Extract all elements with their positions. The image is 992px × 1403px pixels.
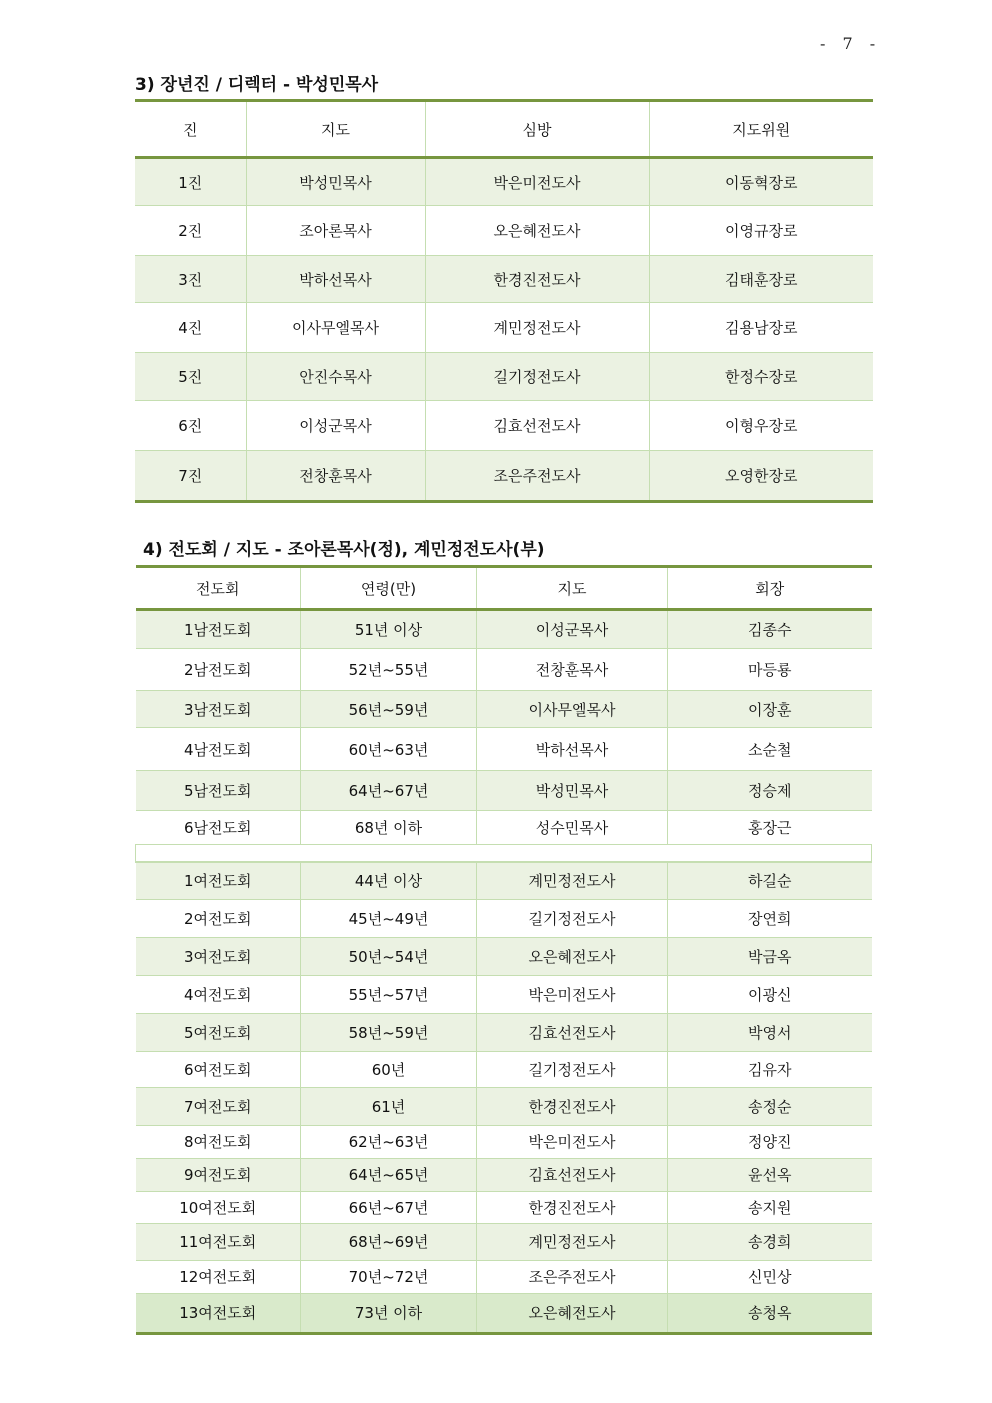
- cell-age: 50년~54년: [301, 937, 477, 975]
- cell-society: 4남전도회: [136, 728, 301, 771]
- cell-president: 홍장근: [668, 811, 872, 845]
- cell-president: 김유자: [668, 1051, 872, 1087]
- table-row: [136, 1260, 872, 1293]
- cell-president: 신민상: [668, 1260, 872, 1293]
- cell-leader: 이성군목사: [477, 610, 668, 649]
- cell-president: 정양진: [668, 1125, 872, 1158]
- cell-society: 8여전도회: [136, 1125, 301, 1158]
- header-visitation: 심방: [425, 101, 649, 158]
- cell-advisor: 김태훈장로: [649, 256, 873, 303]
- table-header-row: [136, 567, 872, 610]
- table-row: [136, 610, 872, 649]
- cell-age: 60년: [301, 1051, 477, 1087]
- cell-jin: 6진: [135, 401, 246, 451]
- table-row: [136, 1158, 872, 1191]
- cell-age: 66년~67년: [301, 1191, 477, 1223]
- cell-president: 하길순: [668, 862, 872, 899]
- cell-leader: 한경진전도사: [477, 1191, 668, 1223]
- table-row: [136, 899, 872, 937]
- cell-advisor: 한정수장로: [649, 353, 873, 401]
- section-4-title: 4) 전도회 / 지도 - 조아론목사(정), 계민정전도사(부): [143, 540, 545, 560]
- header-jin: 진: [135, 101, 246, 158]
- cell-age: 58년~59년: [301, 1013, 477, 1051]
- cell-society: 10여전도회: [136, 1191, 301, 1223]
- cell-age: 73년 이하: [301, 1293, 477, 1333]
- table-row: [136, 691, 872, 728]
- cell-leader: 조은주전도사: [477, 1260, 668, 1293]
- cell-visitation: 계민정전도사: [425, 303, 649, 353]
- cell-age: 52년~55년: [301, 649, 477, 691]
- cell-leader: 조아론목사: [246, 206, 425, 256]
- cell-president: 송지원: [668, 1191, 872, 1223]
- cell-society: 4여전도회: [136, 975, 301, 1013]
- cell-leader: 전창훈목사: [477, 649, 668, 691]
- table-row: [136, 1125, 872, 1158]
- table-row: [136, 937, 872, 975]
- cell-leader: 전창훈목사: [246, 451, 425, 502]
- cell-president: 장연희: [668, 899, 872, 937]
- cell-president: 송청옥: [668, 1293, 872, 1333]
- cell-president: 김종수: [668, 610, 872, 649]
- cell-president: 정승제: [668, 771, 872, 811]
- table-row: [136, 771, 872, 811]
- table-header-row: [135, 101, 873, 158]
- cell-leader: 길기정전도사: [477, 1051, 668, 1087]
- cell-president: 박영서: [668, 1013, 872, 1051]
- table-row: [136, 1223, 872, 1260]
- cell-age: 55년~57년: [301, 975, 477, 1013]
- cell-society: 1여전도회: [136, 862, 301, 899]
- cell-age: 64년~65년: [301, 1158, 477, 1191]
- cell-age: 68년 이하: [301, 811, 477, 845]
- cell-jin: 7진: [135, 451, 246, 502]
- cell-leader: 박은미전도사: [477, 975, 668, 1013]
- separator-cell: [136, 845, 872, 863]
- table-row: [136, 1191, 872, 1223]
- cell-leader: 이사무엘목사: [477, 691, 668, 728]
- cell-jin: 1진: [135, 158, 246, 206]
- cell-age: 70년~72년: [301, 1260, 477, 1293]
- cell-visitation: 조은주전도사: [425, 451, 649, 502]
- cell-leader: 김효선전도사: [477, 1158, 668, 1191]
- table-row: [135, 206, 873, 256]
- cell-age: 60년~63년: [301, 728, 477, 771]
- table-row: [136, 649, 872, 691]
- cell-society: 2여전도회: [136, 899, 301, 937]
- cell-president: 이장훈: [668, 691, 872, 728]
- cell-society: 9여전도회: [136, 1158, 301, 1191]
- cell-leader: 오은혜전도사: [477, 1293, 668, 1333]
- cell-leader: 성수민목사: [477, 811, 668, 845]
- cell-jin: 3진: [135, 256, 246, 303]
- cell-jin: 4진: [135, 303, 246, 353]
- cell-leader: 박성민목사: [477, 771, 668, 811]
- mission-society-table: [135, 565, 872, 1335]
- cell-society: 2남전도회: [136, 649, 301, 691]
- cell-president: 송경희: [668, 1223, 872, 1260]
- cell-president: 이광신: [668, 975, 872, 1013]
- cell-advisor: 오영한장로: [649, 451, 873, 502]
- cell-president: 박금옥: [668, 937, 872, 975]
- cell-age: 56년~59년: [301, 691, 477, 728]
- cell-visitation: 김효선전도사: [425, 401, 649, 451]
- header-president: 회장: [668, 567, 872, 610]
- cell-society: 6남전도회: [136, 811, 301, 845]
- cell-president: 마등룡: [668, 649, 872, 691]
- header-advisor: 지도위원: [649, 101, 873, 158]
- cell-leader: 안진수목사: [246, 353, 425, 401]
- cell-age: 44년 이상: [301, 862, 477, 899]
- table-row: [135, 303, 873, 353]
- cell-jin: 5진: [135, 353, 246, 401]
- cell-society: 3여전도회: [136, 937, 301, 975]
- cell-society: 6여전도회: [136, 1051, 301, 1087]
- table-row: [135, 401, 873, 451]
- cell-president: 송정순: [668, 1087, 872, 1125]
- section-3-title: 3) 장년진 / 디렉터 - 박성민목사: [135, 75, 379, 95]
- cell-visitation: 오은혜전도사: [425, 206, 649, 256]
- table-row: [135, 353, 873, 401]
- cell-age: 64년~67년: [301, 771, 477, 811]
- cell-society: 5여전도회: [136, 1013, 301, 1051]
- table-row: [136, 1087, 872, 1125]
- table-row: [136, 975, 872, 1013]
- header-leader: 지도: [246, 101, 425, 158]
- table-row: [136, 811, 872, 845]
- cell-society: 5남전도회: [136, 771, 301, 811]
- cell-society: 7여전도회: [136, 1087, 301, 1125]
- cell-advisor: 이영규장로: [649, 206, 873, 256]
- cell-advisor: 이동혁장로: [649, 158, 873, 206]
- cell-visitation: 길기정전도사: [425, 353, 649, 401]
- cell-age: 62년~63년: [301, 1125, 477, 1158]
- cell-society: 12여전도회: [136, 1260, 301, 1293]
- cell-visitation: 박은미전도사: [425, 158, 649, 206]
- cell-leader: 길기정전도사: [477, 899, 668, 937]
- cell-leader: 박성민목사: [246, 158, 425, 206]
- table-row: [135, 451, 873, 502]
- separator-row: [136, 845, 872, 863]
- cell-leader: 이성군목사: [246, 401, 425, 451]
- cell-jin: 2진: [135, 206, 246, 256]
- cell-visitation: 한경진전도사: [425, 256, 649, 303]
- cell-leader: 계민정전도사: [477, 862, 668, 899]
- jin-leaders-table: [135, 99, 873, 503]
- header-age: 연령(만): [301, 567, 477, 610]
- cell-advisor: 김용남장로: [649, 303, 873, 353]
- cell-age: 51년 이상: [301, 610, 477, 649]
- cell-society: 13여전도회: [136, 1293, 301, 1333]
- header-leader: 지도: [477, 567, 668, 610]
- table-row: [136, 728, 872, 771]
- cell-leader: 한경진전도사: [477, 1087, 668, 1125]
- table-row: [135, 256, 873, 303]
- cell-president: 소순철: [668, 728, 872, 771]
- table-row: [136, 1051, 872, 1087]
- cell-leader: 김효선전도사: [477, 1013, 668, 1051]
- cell-society: 11여전도회: [136, 1223, 301, 1260]
- table-row: [136, 1013, 872, 1051]
- table-row: [136, 1293, 872, 1333]
- cell-advisor: 이형우장로: [649, 401, 873, 451]
- cell-society: 3남전도회: [136, 691, 301, 728]
- cell-age: 45년~49년: [301, 899, 477, 937]
- cell-leader: 계민정전도사: [477, 1223, 668, 1260]
- table-row: [136, 862, 872, 899]
- cell-age: 61년: [301, 1087, 477, 1125]
- cell-leader: 오은혜전도사: [477, 937, 668, 975]
- cell-leader: 박하선목사: [477, 728, 668, 771]
- cell-leader: 박은미전도사: [477, 1125, 668, 1158]
- cell-society: 1남전도회: [136, 610, 301, 649]
- cell-age: 68년~69년: [301, 1223, 477, 1260]
- table-row: [135, 158, 873, 206]
- cell-president: 윤선옥: [668, 1158, 872, 1191]
- cell-leader: 박하선목사: [246, 256, 425, 303]
- page-number: - 7 -: [820, 34, 882, 53]
- header-society: 전도회: [136, 567, 301, 610]
- cell-leader: 이사무엘목사: [246, 303, 425, 353]
